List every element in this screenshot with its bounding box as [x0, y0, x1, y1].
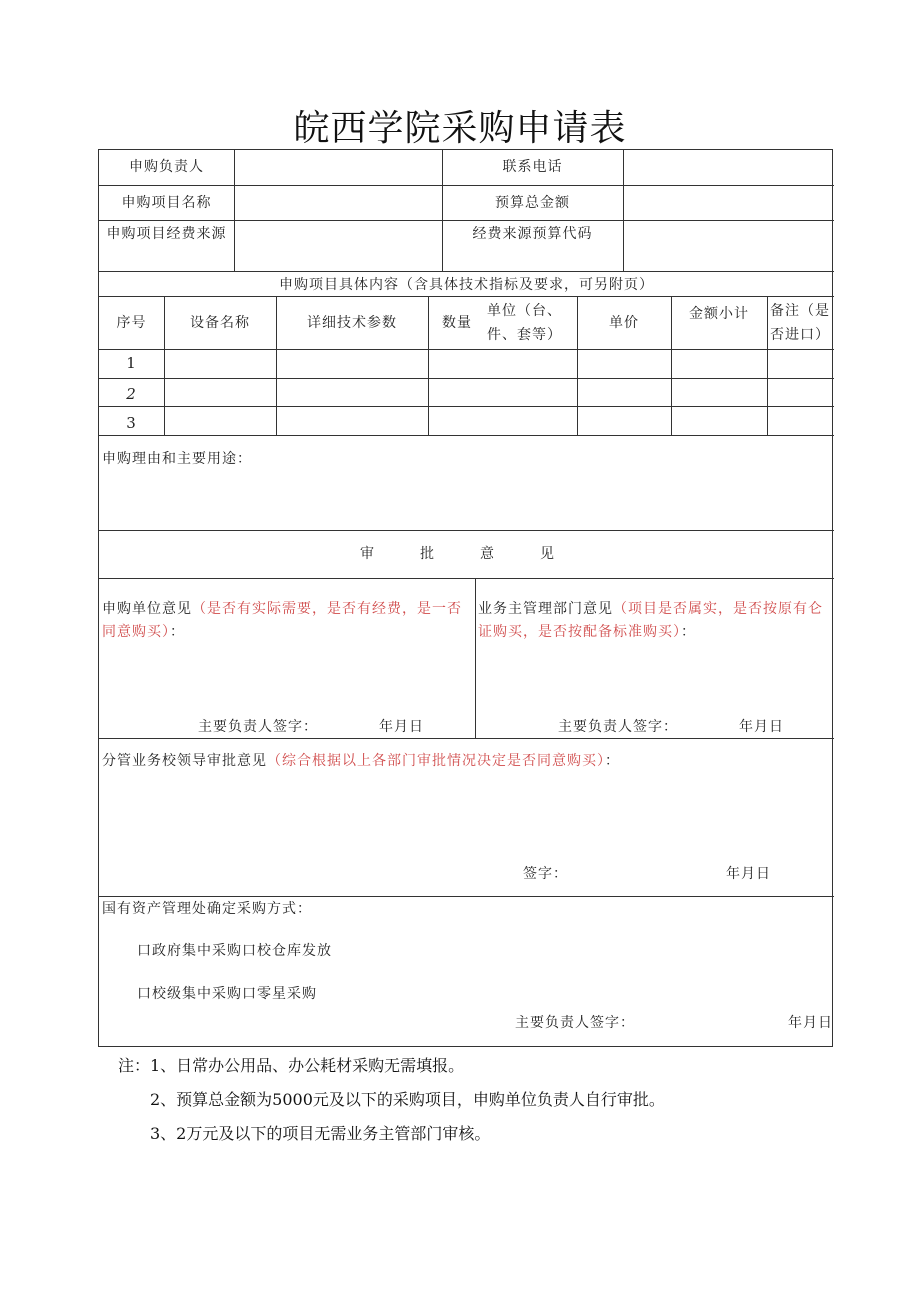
- col-divider: [767, 296, 768, 435]
- note-2: 2、预算总金额为5000元及以下的采购项目，申购单位负责人自行审批。: [150, 1090, 665, 1109]
- fund-code-label: 经费来源预算代码: [472, 226, 593, 242]
- header-index: 序号: [116, 315, 147, 331]
- row-divider: [99, 271, 834, 272]
- form-title: 皖西学院采购申请表: [293, 108, 627, 149]
- leader-opinion-hint: （综合根据以上各部门审批情况决定是否同意购买）: [267, 753, 605, 769]
- applicant-label: 申购负责人: [129, 159, 204, 175]
- unit-opinion-hint-2: 同意购买）: [102, 624, 170, 640]
- row-index-3: 3: [126, 414, 137, 432]
- procurement-label: 国有资产管理处确定采购方式：: [102, 901, 312, 917]
- row-divider: [99, 406, 834, 407]
- items-section-heading: 申购项目具体内容（含具体技术指标及要求，可另附页）: [279, 277, 654, 293]
- fund-source-label: 申购项目经费来源: [106, 226, 227, 242]
- dept-opinion-suffix: ：: [681, 624, 696, 640]
- header-remark-line2: 否进口）: [770, 327, 830, 343]
- dept-opinion-line2: [478, 621, 696, 643]
- budget-total-label: 预算总金额: [495, 195, 570, 211]
- leader-date-label: 年月日: [726, 866, 771, 882]
- procurement-option-line2: 口校级集中采购口零星采购: [137, 986, 317, 1002]
- dept-opinion-label: 业务主管理部门意见: [478, 601, 613, 617]
- dept-opinion-hint-1: （项目是否属实，是否按原有仑: [613, 601, 823, 617]
- leader-opinion-line: [102, 750, 620, 772]
- dept-opinion-line1: [478, 598, 823, 620]
- unit-opinion-suffix: ：: [170, 624, 185, 640]
- header-quantity: 数量: [442, 315, 472, 331]
- application-form-table: [98, 149, 833, 1047]
- leader-opinion-label: 分管业务校领导审批意见: [102, 753, 267, 769]
- unit-opinion-line1: [102, 598, 462, 620]
- row-divider: [99, 220, 834, 221]
- procurement-sign-label: 主要负责人签字：: [515, 1015, 635, 1031]
- col-divider: [234, 150, 235, 271]
- project-name-label: 申购项目名称: [121, 195, 212, 211]
- header-unit-line2: 件、套等）: [487, 327, 562, 343]
- unit-date-label: 年月日: [379, 719, 424, 735]
- row-divider: [99, 296, 834, 297]
- leader-sign-label: 签字：: [523, 866, 568, 882]
- unit-sign-label: 主要负责人签字：: [198, 719, 318, 735]
- row-divider: [99, 738, 834, 739]
- header-device-name: 设备名称: [190, 315, 250, 331]
- row-divider: [99, 578, 834, 579]
- header-subtotal: 金额小计: [689, 306, 749, 322]
- col-divider: [475, 578, 476, 738]
- row-divider: [99, 349, 834, 350]
- header-remark-line1: 备注（是: [770, 303, 830, 319]
- dept-sign-label: 主要负责人签字：: [558, 719, 678, 735]
- row-divider: [99, 530, 834, 531]
- row-divider: [99, 435, 834, 436]
- dept-date-label: 年月日: [739, 719, 784, 735]
- note-1: 注：1、日常办公用品、办公耗材采购无需填报。: [118, 1056, 465, 1075]
- row-divider: [99, 185, 834, 186]
- procurement-date-label: 年月日: [788, 1015, 833, 1031]
- header-tech-params: 详细技术参数: [307, 315, 397, 331]
- phone-label: 联系电话: [502, 159, 563, 175]
- unit-opinion-line2: [102, 621, 185, 643]
- procurement-option-line1: 口政府集中采购口校仓库发放: [137, 943, 332, 959]
- note-3: 3、2万元及以下的项目无需业务主管部门审核。: [150, 1124, 491, 1143]
- row-divider: [99, 896, 834, 897]
- col-divider: [428, 296, 429, 435]
- unit-opinion-hint-1: （是否有实际需要，是否有经费，是一否: [192, 601, 462, 617]
- dept-opinion-hint-2: 证购买，是否按配备标准购买）: [478, 624, 681, 640]
- col-divider: [623, 150, 624, 271]
- row-index-2: 2: [126, 385, 137, 403]
- approval-heading: 审 批 意 见: [360, 546, 555, 562]
- unit-opinion-label: 申购单位意见: [102, 601, 192, 617]
- leader-opinion-suffix: ：: [605, 753, 620, 769]
- reason-label: 申购理由和主要用途：: [102, 451, 252, 467]
- row-divider: [99, 378, 834, 379]
- header-unit-price: 单价: [609, 315, 639, 331]
- row-index-1: 1: [126, 354, 137, 372]
- header-unit-line1: 单位（台、: [487, 303, 562, 319]
